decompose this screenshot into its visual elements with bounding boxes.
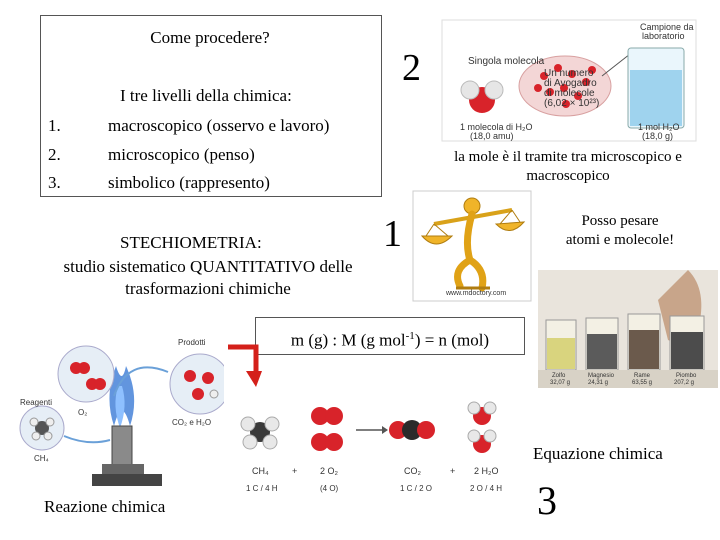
formula-superscript: -1 <box>405 330 415 342</box>
sample-mass-3: 63,55 g <box>632 380 653 386</box>
avogadro-label-2: di Avogadro <box>544 78 597 89</box>
sample-mass-1: 32,07 g <box>550 380 571 386</box>
species-co2: CO₂ <box>404 466 421 476</box>
single-molecule-sub2: (18,0 amu) <box>470 131 514 141</box>
weigh-line2: atomi e molecole! <box>565 232 675 248</box>
marker-3: 3 <box>537 478 557 523</box>
sample-mass-2: 24,31 g <box>588 380 609 386</box>
level-text-1: macroscopico (osservo e lavoro) <box>108 116 330 135</box>
sample-label-2: Magnesio <box>588 373 615 379</box>
stechio-line2: studio sistematico QUANTITATIVO delle <box>63 257 353 276</box>
marker-1: 1 <box>383 213 402 255</box>
mole-caption-line2: macroscopico <box>526 168 610 184</box>
levels-heading: I tre livelli della chimica: <box>120 86 292 105</box>
count-o2: (4 O) <box>320 484 339 493</box>
weigh-line1: Posso pesare <box>581 213 659 229</box>
box-title: Come procedere? <box>150 28 270 47</box>
species-h2o: 2 H₂O <box>474 466 499 476</box>
sample-mass-4: 207,2 g <box>674 380 695 386</box>
burner-reaction-image <box>18 336 224 496</box>
balance-image <box>412 190 532 302</box>
sample-label-1: Zolfo <box>552 373 566 379</box>
avogadro-label-4: (6,02 × 10²³) <box>544 98 600 109</box>
mole-concept-image <box>440 18 698 143</box>
red-arrow-icon <box>222 343 262 393</box>
lab-sample-label-2: laboratorio <box>642 31 685 41</box>
mole-caption-line1: la mole è il tramite tra microscopico e <box>454 149 682 165</box>
products-label: Prodotti <box>178 338 206 347</box>
plus-2: + <box>450 466 456 476</box>
count-h2o: 2 O / 4 H <box>470 484 503 493</box>
reaction-caption: Reazione chimica <box>44 497 166 516</box>
stechio-line3: trasformazioni chimiche <box>125 279 291 298</box>
single-molecule-sub1: 1 molecola di H₂O <box>460 122 533 132</box>
formula-part1: m (g) : M (g mol <box>290 330 406 350</box>
lab-sample-sub2: (18,0 g) <box>642 131 674 141</box>
plus-1: + <box>292 466 298 476</box>
level-number-2: 2. <box>48 145 61 164</box>
reactants-label: Reagenti <box>20 398 53 407</box>
species-ch4: CH₄ <box>252 466 269 476</box>
avogadro-label-1: Un numero <box>544 68 594 79</box>
stechio-title: STECHIOMETRIA: <box>120 233 262 252</box>
formula-part2: ) = n (mol) <box>414 330 490 350</box>
level-text-3: simbolico (rappresento) <box>108 173 270 192</box>
sample-label-3: Rame <box>634 373 651 379</box>
balance-url: www.mdoctory.com <box>446 290 507 297</box>
co2-h2o-label: CO₂ e H₂O <box>172 418 212 427</box>
equation-caption: Equazione chimica <box>533 444 663 463</box>
lab-sample-sub1: 1 mol H₂O <box>638 122 680 132</box>
count-co2: 1 C / 2 O <box>400 484 433 493</box>
species-o2: 2 O₂ <box>320 466 338 476</box>
avogadro-label-3: di molecole <box>544 88 595 99</box>
sample-label-4: Piombo <box>676 373 697 379</box>
weigh-caption <box>540 212 700 250</box>
single-molecule-label: Singola molecola <box>468 56 545 67</box>
mole-caption <box>418 148 718 186</box>
ch4-label: CH₄ <box>34 454 49 463</box>
o2-label: O₂ <box>78 408 88 417</box>
chemical-equation-image <box>224 394 512 506</box>
level-text-2: microscopico (penso) <box>108 145 255 164</box>
mole-formula-box <box>255 317 525 355</box>
level-number-1: 1. <box>48 116 61 135</box>
level-number-3: 3. <box>48 173 61 192</box>
element-samples-image <box>538 270 718 388</box>
count-ch4: 1 C / 4 H <box>246 484 278 493</box>
lab-sample-label-1: Campione da <box>640 22 694 32</box>
marker-2: 2 <box>402 47 421 89</box>
